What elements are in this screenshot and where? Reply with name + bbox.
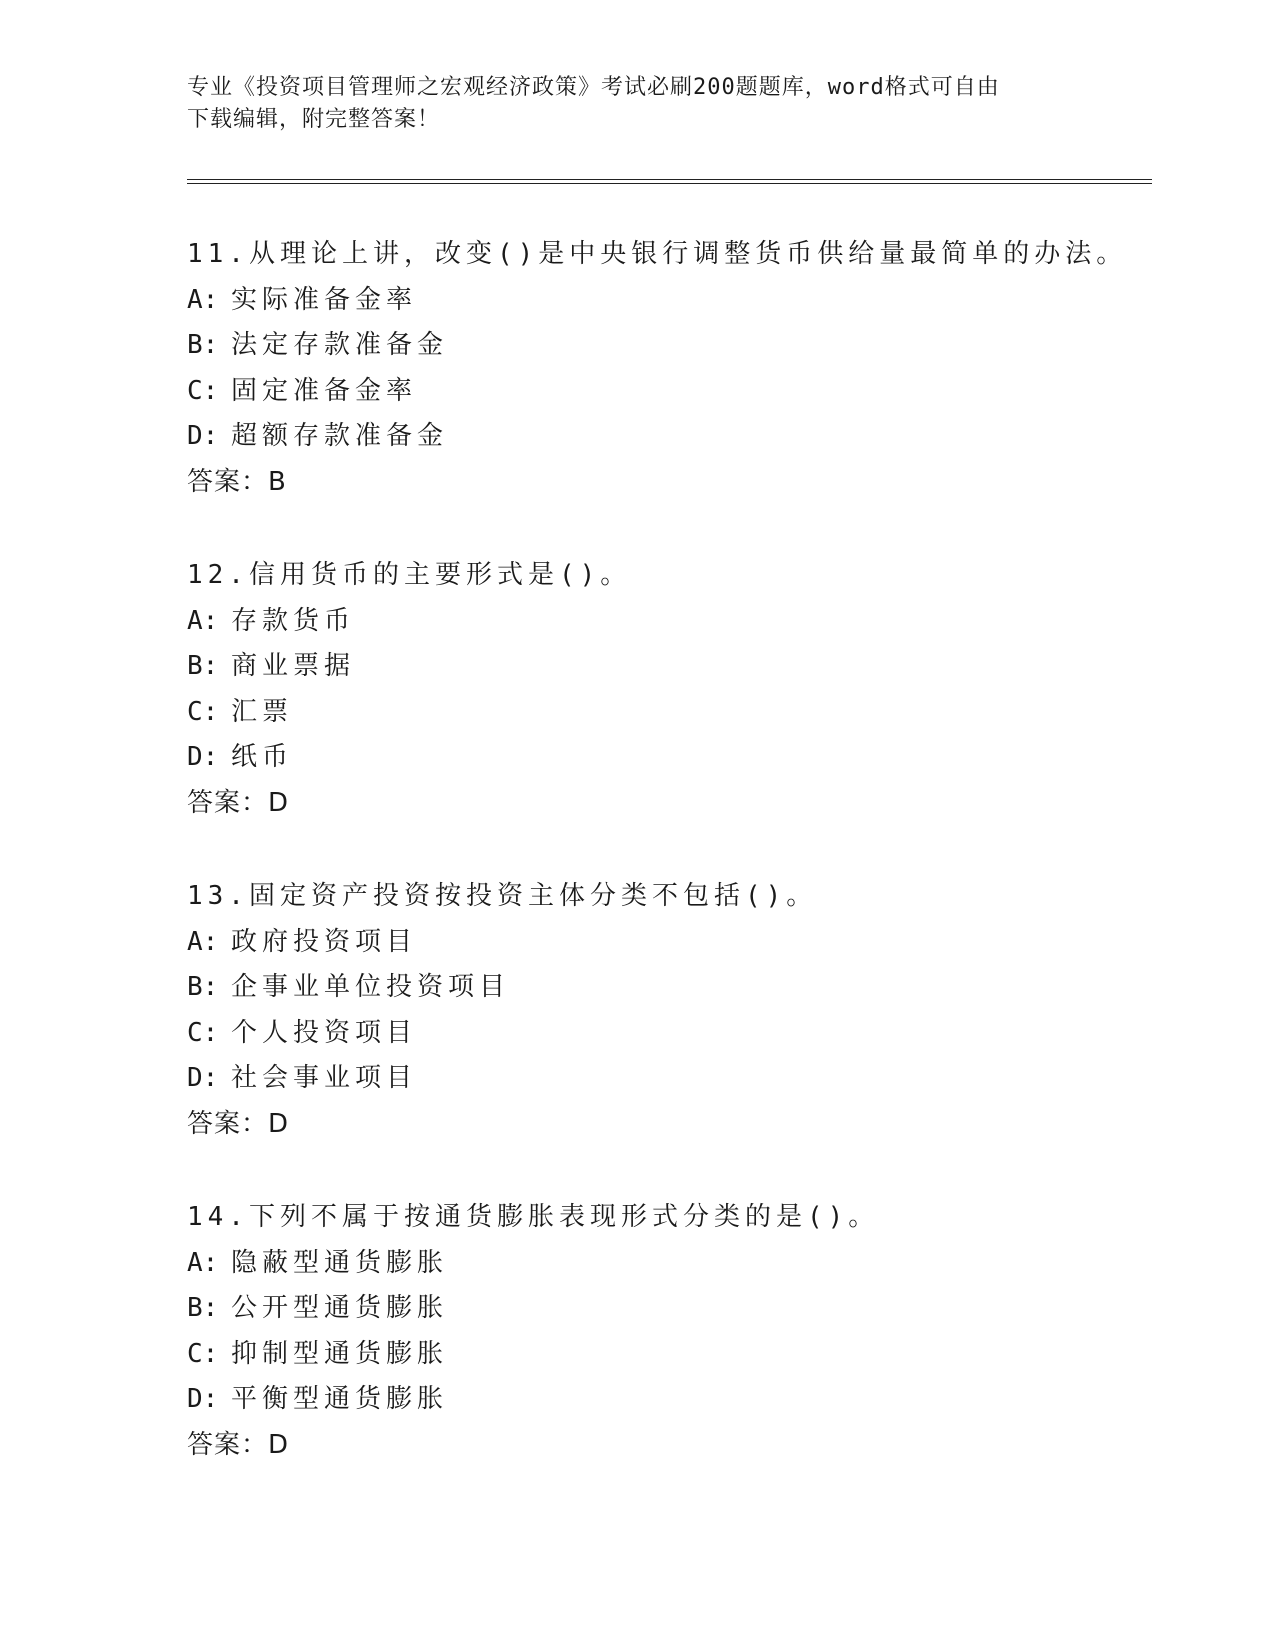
option-letter: B: (187, 1293, 219, 1324)
answer-line: 答案：B (187, 466, 287, 497)
option-d (187, 1377, 1147, 1423)
option-a (187, 1241, 1147, 1287)
question-11 (187, 232, 1147, 506)
question-stem: 12.信用货币的主要形式是()。 (187, 560, 632, 590)
option-letter: B: (187, 651, 219, 682)
option-text: 固定准备金率 (231, 375, 418, 406)
option-letter: C: (187, 1017, 219, 1048)
option-letter: D: (187, 742, 219, 773)
option-letter: D: (187, 421, 219, 452)
option-letter: C: (187, 1338, 219, 1369)
option-text: 超额存款准备金 (231, 421, 449, 452)
option-letter: D: (187, 1063, 219, 1094)
option-d (187, 414, 1147, 460)
option-a (187, 920, 1147, 966)
option-text: 存款货币 (231, 605, 356, 636)
option-letter: D: (187, 1384, 219, 1415)
option-text: 抑制型通货膨胀 (231, 1338, 449, 1369)
option-b (187, 965, 1147, 1011)
option-text: 平衡型通货膨胀 (231, 1384, 449, 1415)
option-text: 政府投资项目 (231, 926, 418, 957)
option-letter: B: (187, 330, 219, 361)
question-stem: 14.下列不属于按通货膨胀表现形式分类的是()。 (187, 1202, 880, 1232)
option-b (187, 323, 1147, 369)
option-text: 纸币 (231, 742, 294, 773)
option-c (187, 369, 1147, 415)
option-a (187, 278, 1147, 324)
header-divider-top (187, 179, 1152, 180)
option-text: 商业票据 (231, 651, 356, 682)
option-letter: B: (187, 972, 219, 1003)
option-letter: C: (187, 375, 219, 406)
option-letter: C: (187, 696, 219, 727)
option-d (187, 1056, 1147, 1102)
option-text: 企事业单位投资项目 (231, 972, 511, 1003)
header-line-2: 下载编辑，附完整答案！ (187, 107, 441, 132)
option-text: 公开型通货膨胀 (231, 1293, 449, 1324)
answer-line: 答案：D (187, 1108, 290, 1139)
option-letter: A: (187, 1247, 219, 1278)
question-12 (187, 553, 1147, 827)
option-c (187, 1011, 1147, 1057)
question-stem: 13.固定资产投资按投资主体分类不包括()。 (187, 881, 818, 911)
question-stem: 11.从理论上讲，改变()是中央银行调整货币供给量最简单的办法。 (187, 239, 1128, 269)
option-a (187, 599, 1147, 645)
option-text: 实际准备金率 (231, 284, 418, 315)
option-letter: A: (187, 284, 219, 315)
option-text: 社会事业项目 (231, 1063, 418, 1094)
option-c (187, 1332, 1147, 1378)
option-text: 个人投资项目 (231, 1017, 418, 1048)
answer-line: 答案：D (187, 1429, 290, 1460)
answer-line: 答案：D (187, 787, 290, 818)
option-letter: A: (187, 605, 219, 636)
option-b (187, 644, 1147, 690)
question-13 (187, 874, 1147, 1148)
document-header (187, 72, 1087, 136)
option-c (187, 690, 1147, 736)
option-letter: A: (187, 926, 219, 957)
header-divider-bottom (187, 183, 1152, 184)
option-text: 汇票 (231, 696, 294, 727)
option-text: 法定存款准备金 (231, 330, 449, 361)
option-b (187, 1286, 1147, 1332)
question-14 (187, 1195, 1147, 1469)
header-line-1: 专业《投资项目管理师之宏观经济政策》考试必刷200题题库，word格式可自由 (187, 75, 1000, 100)
option-text: 隐蔽型通货膨胀 (231, 1247, 449, 1278)
option-d (187, 735, 1147, 781)
